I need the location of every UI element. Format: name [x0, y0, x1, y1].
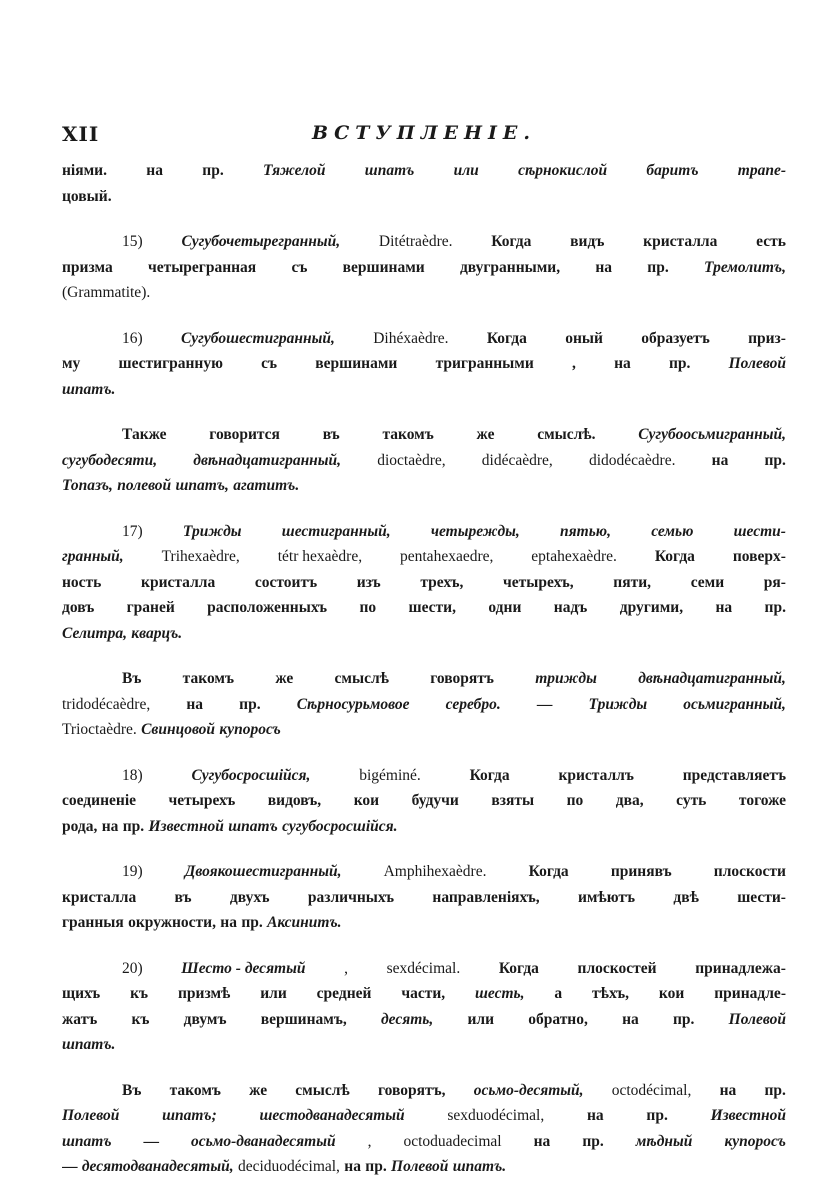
text-line: [62, 1103, 786, 1129]
word: Трижды: [182, 522, 242, 540]
word: pentahexaedre,: [400, 548, 494, 565]
word: Когда: [469, 766, 510, 784]
word: кристалла: [62, 888, 137, 906]
word: будучи: [411, 792, 459, 809]
word: Когда: [528, 863, 569, 880]
word: такомъ: [169, 1081, 221, 1099]
paragraph: [62, 1078, 786, 1180]
word: ность: [62, 573, 102, 591]
word: обратно,: [528, 1010, 588, 1028]
word: одни: [488, 599, 522, 616]
word: кои: [658, 985, 685, 1002]
text-line: [62, 1078, 786, 1104]
word: на: [614, 355, 631, 372]
word: купоросъ: [219, 721, 281, 738]
word: поверх-: [732, 548, 786, 565]
word: ,: [367, 1132, 372, 1150]
word: другими,: [619, 599, 684, 616]
word: Полевой: [728, 355, 786, 372]
word: говорятъ,: [377, 1081, 446, 1099]
word: двумъ: [183, 1010, 227, 1028]
word: или: [453, 162, 479, 179]
word: шпатъ.: [452, 1158, 507, 1175]
word: Тяжелой: [263, 162, 326, 179]
word: говорится: [209, 426, 280, 443]
word: пр.: [241, 914, 263, 931]
text-line: [62, 158, 786, 184]
text-line: [62, 255, 786, 281]
word: по: [566, 792, 584, 809]
word: Когда: [654, 548, 695, 565]
word: пр.: [646, 1107, 668, 1124]
word: пр.: [672, 1010, 695, 1028]
word: didodécaèdre.: [588, 451, 676, 469]
word: баритъ: [646, 162, 699, 179]
word: 19): [122, 863, 143, 880]
word: трехъ,: [420, 573, 464, 591]
word: осьмо-дванадесятый: [191, 1132, 336, 1150]
text-line: [62, 229, 786, 255]
word: шпатъ: [228, 817, 278, 835]
word: части,: [401, 985, 446, 1002]
word: трапе-: [737, 162, 786, 179]
word: видъ: [570, 233, 605, 250]
text-line: [62, 422, 786, 448]
word: къ: [130, 985, 149, 1002]
word: ніями.: [62, 162, 107, 179]
word: говорятъ: [430, 670, 494, 687]
text-line: [62, 621, 786, 647]
word: агатитъ.: [233, 477, 300, 494]
word: мѣдный: [635, 1132, 693, 1150]
word: пятью,: [560, 522, 611, 540]
paragraph: [62, 422, 786, 499]
word: а: [554, 985, 563, 1002]
word: изъ: [356, 573, 381, 591]
word: серебро.: [445, 695, 501, 713]
word: соединеніе: [62, 792, 137, 809]
word: tétr hexaèdre,: [277, 548, 363, 565]
word: состоитъ: [254, 573, 318, 591]
word: съ: [261, 355, 278, 372]
word: пр.: [764, 599, 786, 616]
word: на: [344, 1158, 361, 1175]
word: двѣ: [673, 888, 699, 906]
text-line: [62, 326, 786, 352]
word: Полевой: [62, 1107, 120, 1124]
word: или: [260, 985, 287, 1002]
word: въ: [174, 888, 192, 906]
word: плоскостей: [577, 959, 657, 977]
word: bigéminé.: [359, 766, 421, 784]
word: на: [719, 1081, 737, 1099]
word: —: [143, 1132, 160, 1150]
word: рода,: [62, 817, 98, 835]
word: шпатъ: [62, 1132, 112, 1150]
word: тогоже: [738, 792, 786, 809]
word: на: [595, 258, 613, 276]
word: смыслѣ: [334, 670, 389, 687]
word: Amphihexaèdre.: [383, 863, 487, 880]
paragraph: [62, 326, 786, 403]
word: четырежды,: [430, 522, 520, 540]
word: четырехъ: [168, 792, 236, 809]
word: му: [62, 355, 81, 372]
word: есть: [756, 233, 786, 250]
word: приз-: [748, 329, 786, 347]
word: шести-: [737, 888, 786, 906]
word: представляетъ: [682, 766, 786, 784]
word: eptahexaèdre.: [531, 548, 617, 565]
word: Свинцовой: [141, 721, 216, 738]
word: на: [533, 1132, 551, 1150]
text-line: [62, 956, 786, 982]
word: полевой: [117, 477, 172, 494]
word: пр.: [122, 817, 145, 835]
text-line: [62, 570, 786, 596]
word: призмѣ: [177, 985, 231, 1002]
word: sexdécimal.: [386, 959, 461, 977]
word: семи: [690, 573, 725, 591]
text-line: [62, 377, 786, 403]
word: Трижды: [588, 695, 648, 713]
word: Когда: [498, 959, 539, 977]
page-body: [62, 158, 786, 1200]
word: оный: [565, 329, 603, 347]
word: суть: [676, 792, 707, 809]
word: Сугубоосьмигранный,: [638, 426, 786, 443]
word: кристалла: [141, 573, 216, 591]
word: различныхъ: [307, 888, 395, 906]
word: шестодванадесятый: [259, 1107, 405, 1124]
word: принадле-: [714, 985, 786, 1002]
word: —: [536, 695, 553, 713]
word: трижды: [535, 670, 597, 687]
word: тригранными: [435, 355, 534, 372]
word: такомъ: [382, 426, 434, 443]
word: четырехъ,: [503, 573, 574, 591]
word: средней: [316, 985, 372, 1002]
word: пр.: [202, 162, 224, 179]
text-line: [62, 814, 786, 840]
word: Также: [122, 426, 167, 443]
word: Селитра,: [62, 624, 127, 642]
word: двугранными,: [459, 258, 561, 276]
paragraph: [62, 666, 786, 743]
word: Ditétraèdre.: [378, 233, 453, 250]
word: принявъ: [610, 863, 672, 880]
word: sexduodécimal,: [447, 1107, 545, 1124]
word: тѣхъ,: [592, 985, 630, 1002]
word: семью: [651, 522, 694, 540]
word: шпатъ.: [62, 1036, 116, 1053]
word: осьмо-десятый,: [473, 1081, 584, 1099]
word: на: [220, 914, 237, 931]
paragraph: [62, 956, 786, 1058]
word: шпатъ.: [62, 380, 116, 398]
text-line: [62, 910, 786, 936]
word: Сугубосросшійся,: [191, 766, 311, 784]
word: на: [146, 162, 163, 179]
text-line: [62, 763, 786, 789]
word: образуетъ: [641, 329, 710, 347]
word: кристалла: [643, 233, 718, 250]
word: Тремолитъ,: [703, 258, 786, 276]
word: deciduodécimal,: [237, 1158, 340, 1175]
word: въ: [322, 426, 340, 443]
word: Топазъ,: [62, 477, 113, 494]
word: двѣнадцатигранный,: [638, 670, 786, 687]
text-line: [62, 981, 786, 1007]
page-header: [62, 118, 786, 154]
word: —: [62, 1158, 78, 1175]
word: на: [622, 1010, 639, 1028]
word: такомъ: [182, 670, 235, 687]
word: на: [101, 817, 119, 835]
word: жатъ: [62, 1010, 98, 1028]
word: Когда: [486, 329, 527, 347]
word: на: [186, 695, 204, 713]
word: или: [467, 1010, 494, 1028]
word: шпатъ;: [162, 1107, 217, 1124]
word: осьмигранный,: [683, 695, 786, 713]
word: на: [711, 451, 729, 469]
word: же: [249, 1081, 268, 1099]
text-line: [62, 1129, 786, 1155]
paragraph: [62, 158, 786, 209]
word: смыслѣ.: [537, 426, 596, 443]
word: къ: [131, 1010, 150, 1028]
text-line: [62, 280, 786, 306]
text-line: [62, 1032, 786, 1058]
word: пр.: [764, 1081, 786, 1099]
word: (Grammatite).: [62, 284, 151, 301]
word: надъ: [553, 599, 588, 616]
word: octodécimal,: [611, 1081, 692, 1099]
word: на: [586, 1107, 604, 1124]
text-line: [62, 448, 786, 474]
word: пр.: [647, 258, 669, 276]
word: шестигранную: [118, 355, 223, 372]
word: шесть,: [475, 985, 525, 1002]
word: вершинамъ,: [260, 1010, 347, 1028]
word: десять,: [380, 1010, 434, 1028]
word: пр.: [668, 355, 691, 372]
word: два,: [615, 792, 644, 809]
word: по: [359, 599, 377, 616]
word: имѣютъ: [577, 888, 636, 906]
word: десятодванадесятый,: [81, 1158, 234, 1175]
word: кои: [353, 792, 380, 809]
word: гранный,: [62, 548, 124, 565]
word: смыслѣ: [295, 1081, 350, 1099]
word: сѣрнокислой: [518, 162, 608, 179]
word: плоскости: [713, 863, 786, 880]
word: шести,: [408, 599, 456, 616]
word: dioctaèdre,: [377, 451, 446, 469]
page-number: XII: [62, 122, 100, 146]
text-line: [62, 859, 786, 885]
word: Двоякошестигранный,: [184, 863, 342, 880]
word: Когда: [491, 233, 532, 250]
text-line: [62, 519, 786, 545]
word: граней: [126, 599, 175, 616]
word: расположенныхъ: [207, 599, 328, 616]
word: ,: [344, 959, 348, 977]
word: 17): [122, 522, 143, 540]
text-line: [62, 544, 786, 570]
word: Сугубошестигранный,: [180, 329, 335, 347]
word: octoduadecimal: [403, 1132, 502, 1150]
word: шпатъ,: [175, 477, 229, 494]
paragraph: [62, 859, 786, 936]
word: пр.: [239, 695, 261, 713]
word: гранныя: [62, 914, 124, 931]
text-line: [62, 351, 786, 377]
word: 15): [122, 233, 143, 250]
word: же: [275, 670, 294, 687]
text-line: [62, 692, 786, 718]
text-line: [62, 788, 786, 814]
word: пр.: [582, 1132, 604, 1150]
word: сугубодесяти,: [62, 451, 158, 469]
word: сугубосросшійся.: [282, 817, 398, 835]
word: 20): [122, 959, 143, 977]
word: цовый.: [62, 187, 112, 205]
paragraph: [62, 229, 786, 306]
word: шести-: [733, 522, 786, 540]
text-line: [62, 473, 786, 499]
word: Trihexaèdre,: [161, 548, 240, 565]
word: Trioctaèdre.: [62, 721, 137, 738]
word: Полевой: [391, 1158, 449, 1175]
word: окружности,: [128, 914, 216, 931]
paragraph: [62, 763, 786, 840]
word: купоросъ: [724, 1132, 786, 1150]
word: Известной: [710, 1107, 786, 1124]
word: шестигранный,: [281, 522, 391, 540]
word: Въ: [122, 670, 142, 687]
word: Аксинитъ.: [267, 914, 342, 931]
word: Сугубочетырегранный,: [181, 233, 341, 250]
text-line: [62, 717, 786, 743]
word: двухъ: [229, 888, 270, 906]
word: вершинами: [342, 258, 425, 276]
word: же: [476, 426, 495, 443]
word: четырегранная: [147, 258, 257, 276]
word: призма: [62, 258, 113, 276]
word: щихъ: [62, 985, 101, 1002]
text-line: [62, 666, 786, 692]
word: шпатъ: [364, 162, 415, 179]
word: принадлежа-: [695, 959, 786, 977]
word: съ: [291, 258, 308, 276]
word: довъ: [62, 599, 95, 616]
word: взяты: [491, 792, 535, 809]
word: кристаллъ: [558, 766, 634, 784]
word: направленіяхъ,: [432, 888, 540, 906]
paragraph: [62, 519, 786, 647]
word: пр.: [365, 1158, 387, 1175]
word: Полевой: [728, 1010, 786, 1028]
text-line: [62, 184, 786, 210]
word: 16): [122, 329, 143, 347]
word: пяти,: [613, 573, 652, 591]
word: на: [715, 599, 733, 616]
text-line: [62, 595, 786, 621]
text-line: [62, 885, 786, 911]
word: кварцъ.: [131, 624, 183, 642]
word: Известной: [148, 817, 224, 835]
word: tridodécaèdre,: [62, 695, 151, 713]
word: Dihéxaèdre.: [373, 329, 449, 347]
text-line: [62, 1007, 786, 1033]
word: вершинами: [315, 355, 398, 372]
word: Шесто - десятый: [181, 959, 306, 977]
running-title: ВСТУПЛЕНІЕ.: [312, 122, 536, 144]
word: пр.: [764, 451, 786, 469]
word: двѣнадцатигранный,: [193, 451, 342, 469]
word: Въ: [122, 1081, 142, 1099]
word: ря-: [763, 573, 786, 591]
word: видовъ,: [267, 792, 322, 809]
word: Сѣрносурьмовое: [296, 695, 410, 713]
word: ,: [571, 355, 576, 372]
text-line: [62, 1154, 786, 1180]
word: 18): [122, 766, 143, 784]
word: didécaèdre,: [481, 451, 553, 469]
